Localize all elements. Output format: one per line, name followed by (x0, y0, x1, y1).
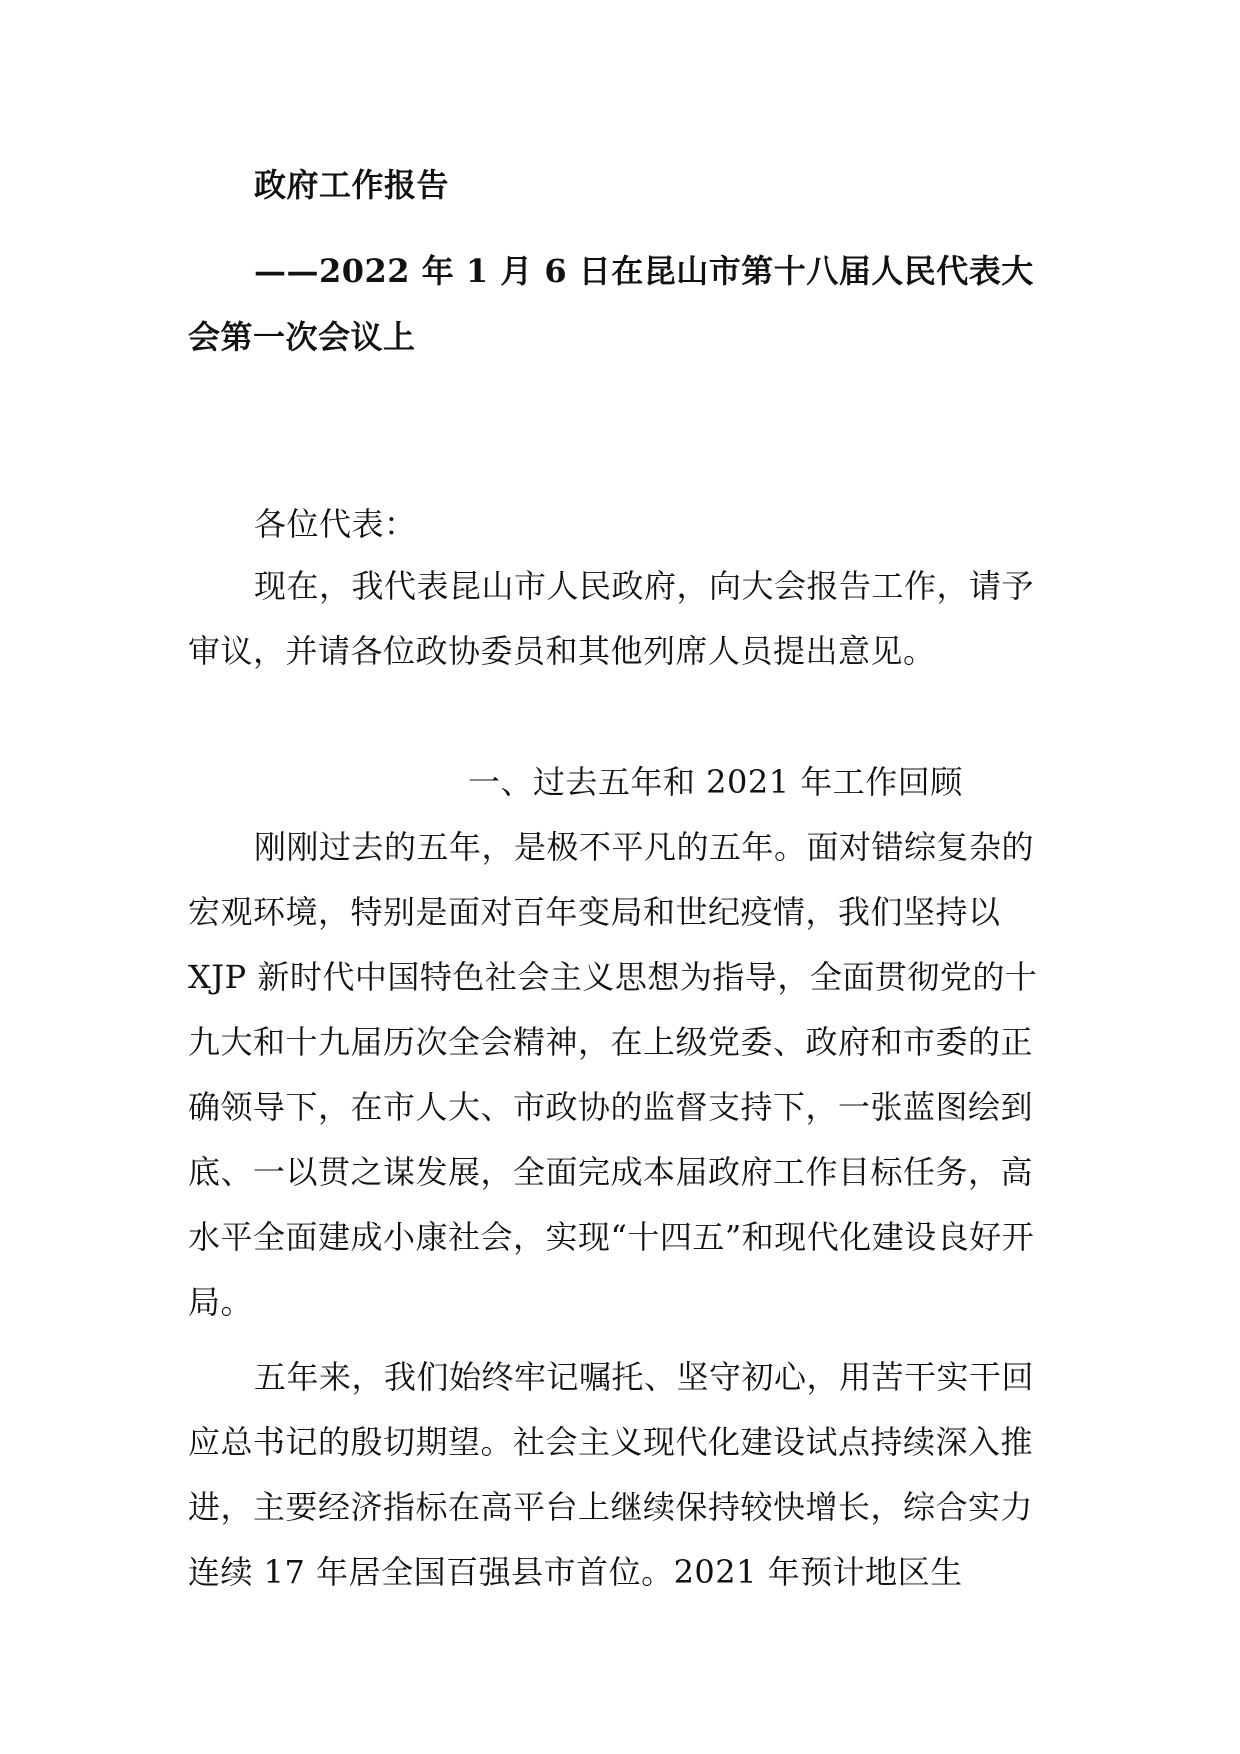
salutation: 各位代表： (254, 505, 417, 543)
body-paragraph-1: 刚刚过去的五年，是极不平凡的五年。面对错综复杂的宏观环境，特别是面对百年变局和世纪疫情，我们坚持以 XJP 新时代中国特色社会主义思想为指导，全面贯彻党的十九大和十九届历次全会精神，在上级党委、政府和市委的正确领导下，在市人大、市政协的监督支持下，一张蓝图绘到底、一以贯之谋发展，全面完成本届政府工作目标任务，高水平全面建成小康社会，实现“十四五”和现代化建设良好开局。 (188, 828, 1038, 1321)
document-title: 政府工作报告 (254, 166, 450, 204)
intro-paragraph: 现在，我代表昆山市人民政府，向大会报告工作，请予审议，并请各位政协委员和其他列席人员提出意见。 (188, 567, 1035, 670)
body-paragraph-2: 五年来，我们始终牢记嘱托、坚守初心，用苦干实干回应总书记的殷切期望。社会主义现代化建设试点持续深入推进，主要经济指标在高平台上继续保持较快增长，综合实力连续 17 年居全国百强县市首位。2021 年预计地区生 (188, 1358, 1035, 1591)
section-heading: 一、过去五年和 2021 年工作回顾 (468, 763, 963, 801)
document-subtitle: ——2022 年 1 月 6 日在昆山市第十八届人民代表大会第一次会议上 (188, 252, 1034, 356)
